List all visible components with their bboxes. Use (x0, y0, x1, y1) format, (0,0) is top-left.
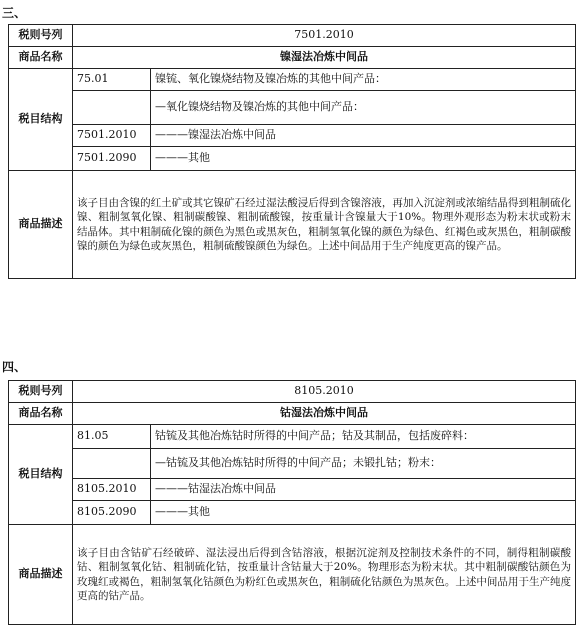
description-row (9, 171, 576, 279)
structure-text: —氧化镍烧结物及镍冶炼的其他中间产品： (151, 91, 576, 125)
structure-text: —钴锍及其他冶炼钴时所得的中间产品；未锻扎钴；粉末： (151, 449, 576, 479)
structure-row (9, 147, 576, 171)
structure-text: ———其他 (151, 147, 576, 171)
section-heading: 四、 (2, 360, 27, 374)
tariff-no-label: 税则号列 (9, 25, 73, 47)
structure-row (9, 125, 576, 147)
structure-text: ———钴湿法冶炼中间品 (151, 479, 576, 501)
structure-label: 税目结构 (9, 69, 73, 171)
product-name-row (9, 403, 576, 425)
section-heading: 三、 (2, 6, 27, 20)
structure-label: 税目结构 (9, 425, 73, 525)
tariff-table (8, 24, 576, 279)
structure-row (9, 501, 576, 525)
structure-code: 81.05 (73, 425, 151, 449)
structure-text: 钴锍及其他冶炼钴时所得的中间产品；钴及其制品，包括废碎料： (151, 425, 576, 449)
product-name-value: 钴湿法冶炼中间品 (73, 403, 576, 425)
product-name-value: 镍湿法冶炼中间品 (73, 47, 576, 69)
structure-text: ———其他 (151, 501, 576, 525)
tariff-no-row (9, 25, 576, 47)
description-row (9, 525, 576, 625)
structure-code: 7501.2010 (73, 125, 151, 147)
structure-code: 8105.2010 (73, 479, 151, 501)
structure-row (9, 449, 576, 479)
structure-code (73, 449, 151, 479)
tariff-table (8, 380, 576, 625)
product-name-row (9, 47, 576, 69)
description-label: 商品描述 (9, 525, 73, 625)
tariff-no-row (9, 381, 576, 403)
product-name-label: 商品名称 (9, 47, 73, 69)
structure-code (73, 91, 151, 125)
structure-code: 7501.2090 (73, 147, 151, 171)
structure-row (9, 425, 576, 449)
structure-row (9, 91, 576, 125)
structure-row (9, 479, 576, 501)
tariff-no-label: 税则号列 (9, 381, 73, 403)
tariff-no-value: 8105.2010 (73, 381, 576, 403)
structure-code: 75.01 (73, 69, 151, 91)
description-text: 该子目由含镍的红土矿或其它镍矿石经过湿法酸浸后得到含镍溶液，再加入沉淀剂或浓缩结晶得到粗制硫化镍、粗制氢氧化镍、粗制碳酸镍、粗制硫酸镍，按重量计含镍量大于10%。物理外观形态为粉末状或粉末结晶体。其中粗制硫化镍的颜色为黑色或黑灰色，粗制氢氧化镍的颜色为绿色、红褐色或灰黑色，粗制碳酸镍的颜色为绿色或灰黑色，粗制硫酸镍颜色为绿色。上述中间品用于生产纯度更高的镍产品。 (73, 171, 576, 279)
description-label: 商品描述 (9, 171, 73, 279)
description-text: 该子目由含钴矿石经破碎、湿法浸出后得到含钴溶液，根据沉淀剂及控制技术条件的不同，制得粗制碳酸钴、粗制氢氧化钴、粗制硫化钴，按重量计含钴量大于20%。物理形态为粉末状。其中粗制碳酸钴颜色为玫瑰红或褐色，粗制氢氧化钴颜色为粉红色或黑灰色，粗制硫化钴颜色为黑灰色。上述中间品用于生产纯度更高的钴产品。 (73, 525, 576, 625)
structure-code: 8105.2090 (73, 501, 151, 525)
product-name-label: 商品名称 (9, 403, 73, 425)
structure-row (9, 69, 576, 91)
structure-text: ———镍湿法冶炼中间品 (151, 125, 576, 147)
tariff-no-value: 7501.2010 (73, 25, 576, 47)
structure-text: 镍锍、氧化镍烧结物及镍冶炼的其他中间产品： (151, 69, 576, 91)
